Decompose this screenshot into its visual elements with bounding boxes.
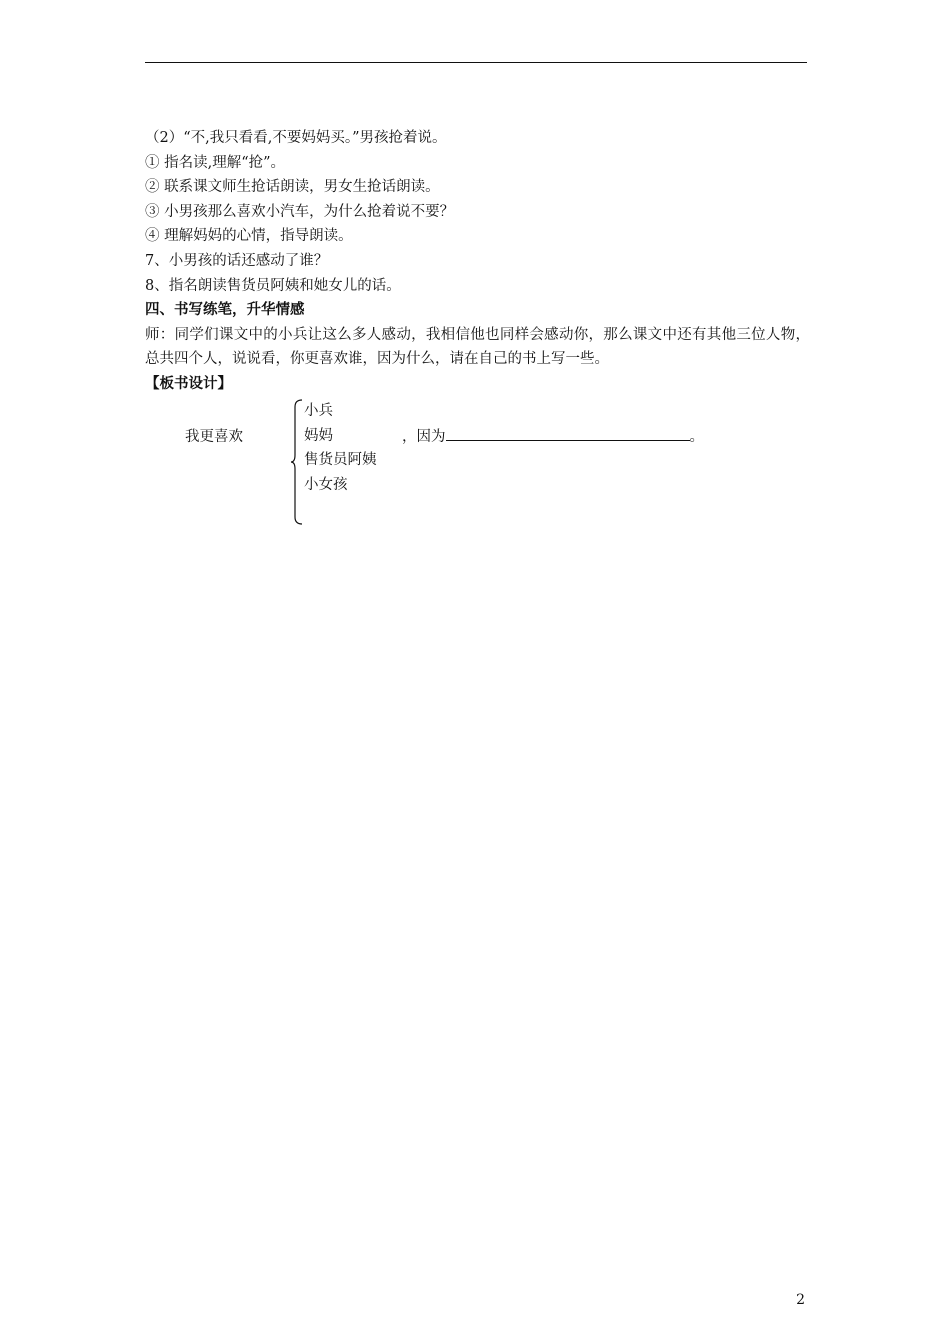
board-design-heading: 【板书设计】 — [145, 374, 232, 392]
board-item: 妈妈 — [304, 427, 333, 444]
reason-blank[interactable] — [446, 426, 690, 441]
board-lead-text: 我更喜欢 — [185, 429, 243, 445]
text-line: ④ 理解妈妈的心情，指导朗读。 — [145, 228, 353, 245]
board-design — [145, 399, 807, 529]
board-item: 售货员阿姨 — [304, 452, 377, 469]
text-line: 7、小男孩的话还感动了谁？ — [145, 252, 329, 269]
text-line: 8、指名朗读售货员阿姨和她女儿的话。 — [145, 277, 401, 294]
board-item: 小女孩 — [304, 476, 348, 493]
teacher-paragraph: 师：同学们课文中的小兵让这么多人感动，我相信他也同样会感动你，那么课文中还有其他三位人物，总共四个人，说说看，你更喜欢谁，因为什么，请在自己的书上写一些。 — [145, 326, 810, 368]
text-line: ③ 小男孩那么喜欢小汽车，为什么抢着说不要？ — [145, 203, 455, 220]
text-line: ② 联系课文师生抢话朗读，男女生抢话朗读。 — [145, 179, 440, 196]
text-line: ① 指名读,理解“抢”。 — [145, 154, 286, 171]
curly-brace-icon — [290, 399, 304, 525]
section-heading: 四、书写练笔，升华情感 — [145, 301, 305, 319]
board-item: 小兵 — [304, 403, 333, 419]
reason-suffix: 。 — [689, 429, 704, 445]
reason-prefix: ，因为 — [402, 429, 446, 445]
document-body — [145, 126, 810, 397]
header-rule — [145, 62, 807, 63]
text-line: （2）“不,我只看看,不要妈妈买。”男孩抢着说。 — [145, 130, 447, 146]
page-number: 2 — [796, 1292, 805, 1308]
board-item-list — [304, 399, 377, 497]
reason-line — [402, 425, 704, 446]
